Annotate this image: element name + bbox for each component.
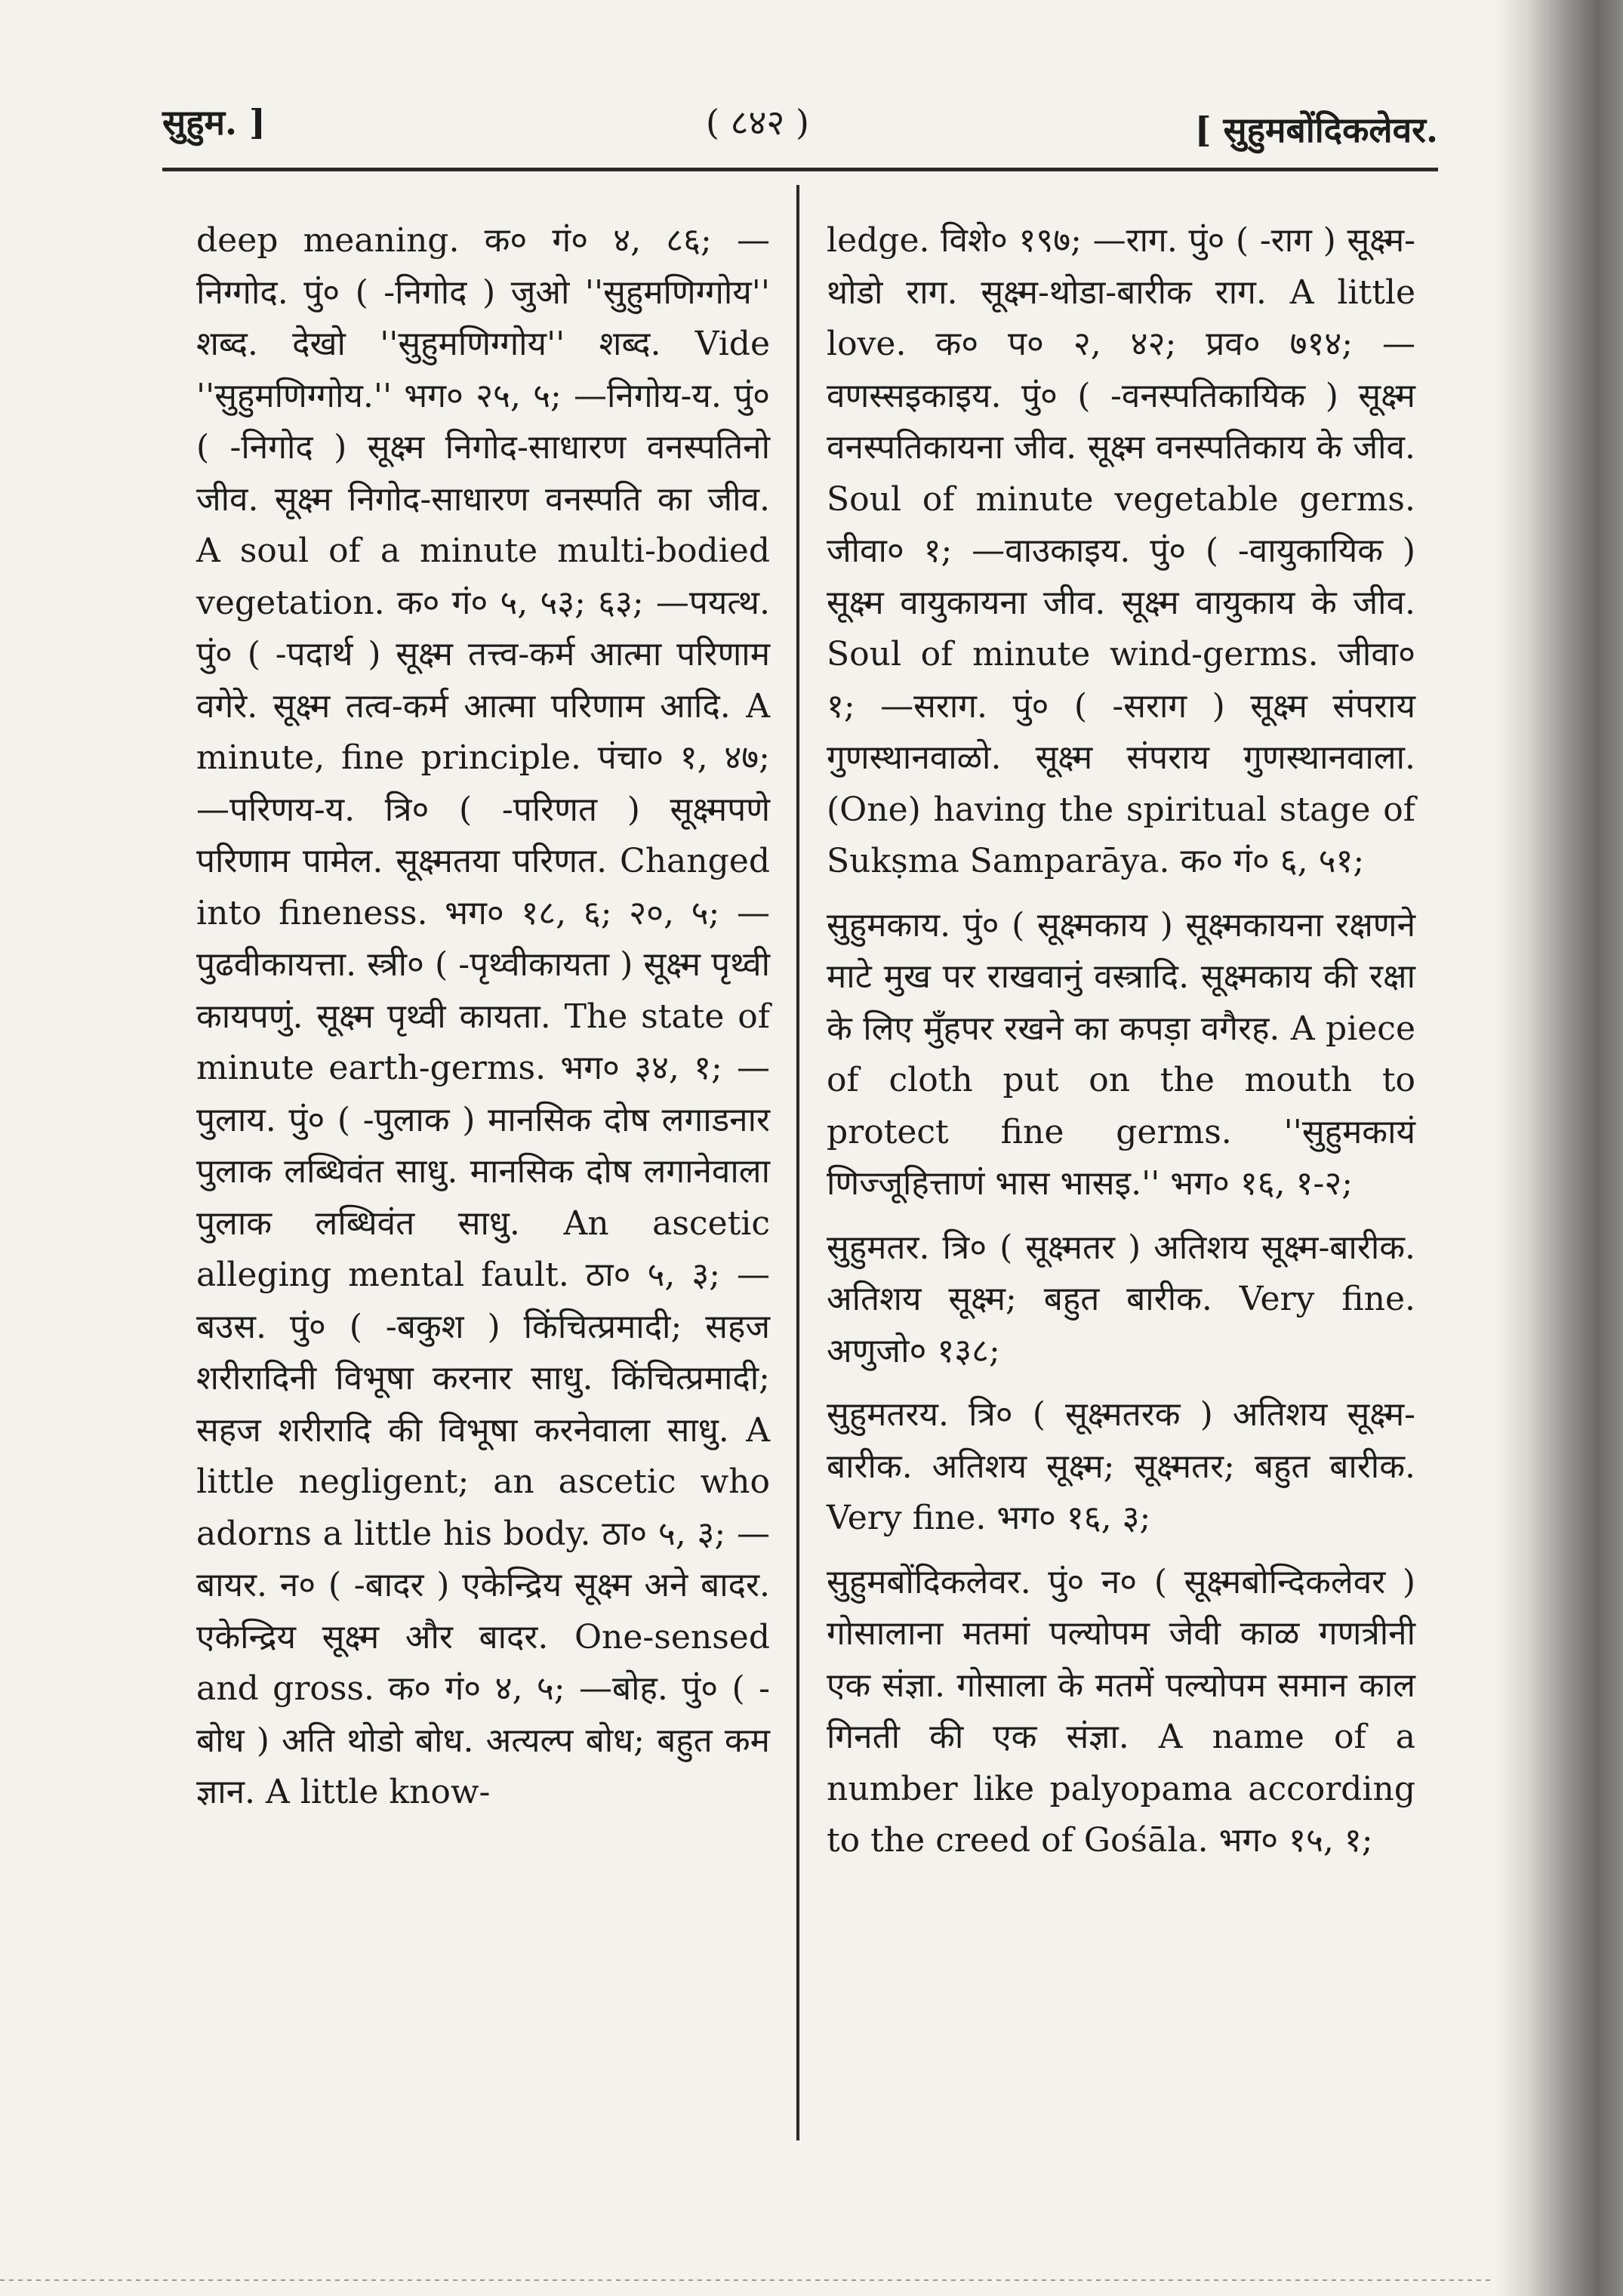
dictionary-entry: deep meaning. क० गं० ४, ८६; —निग्गोद. पुं० ( -निगोद ) जुओ ''सुहुमणिग्गोय'' शब्द. देखो ''सुहुमणिग्गोय'' शब्द. Vide ''सुहुमणिग्गोय.'' भग० २५, ५; —निगोय-य. पुं० ( -निगोद ) सूक्ष्म निगोद-साधारण वनस्पतिनो जीव. सूक्ष्म निगोद-साधारण वनस्पति का जीव. A soul of a minute multi-bodied vegetation. क० गं० ५, ५३; ६३; —पयत्थ. पुं० ( -पदार्थ ) सूक्ष्म तत्त्व-कर्म आत्मा परिणाम वगेरे. सूक्ष्म तत्व-कर्म आत्मा परिणाम आदि. A minute, fine principle. पंचा० १, ४७; —परिणय-य. त्रि० ( -परिणत ) सूक्ष्मपणे परिणाम पामेल. सूक्ष्मतया परिणत. Changed into fineness. भग० १८, ६; २०, ५; —पुढवीकायत्ता. स्त्री० ( -पृथ्वीकायता ) सूक्ष्म पृथ्वी कायपणुं. सूक्ष्म पृथ्वी कायता. The state of minute earth-germs. भग० ३४, १; —पुलाय. पुं० ( -पुलाक ) मानसिक दोष लगाडनार पुलाक लब्धिवंत साधु. मानसिक दोष लगानेवाला पुलाक लब्धिवंत साधु. An ascetic alleging mental fault. ठा० ५, ३; —बउस. पुं० ( -बकुश ) किंचित्प्रमादी; सहज शरीरादिनी विभूषा करनार साधु. किंचित्प्रमादी; सहज शरीरादि की विभूषा करनेवाला साधु. A little negligent; an ascetic who adorns a little his body. ठा० ५, ३; —बायर. न० ( -बादर ) एकेन्द्रिय सूक्ष्म अने बादर. एकेन्द्रिय सूक्ष्म और बादर. One-sensed and gross. क० गं० ४, ५; —बोह. पुं० ( -बोध ) अति थोडो बोध. अत्यल्प बोध; बहुत कम ज्ञान. A little know- — [196, 221, 770, 1811]
dictionary-entry: सुहुमतरय. त्रि० ( सूक्ष्मतरक ) अतिशय सूक्ष्म-बारीक. अतिशय सूक्ष्म; सूक्ष्मतर; बहुत बारीक. Very fine. भग० १६, ३; — [827, 1395, 1415, 1537]
page-number: ( ८४२ ) — [706, 102, 809, 143]
dictionary-entry: ledge. विशे० १९७; —राग. पुं० ( -राग ) सूक्ष्म-थोडो राग. सूक्ष्म-थोडा-बारीक राग. A little love. क० प० २, ४२; प्रव० ७१४; —वणस्सइकाइय. पुं० ( -वनस्पतिकायिक ) सूक्ष्म वनस्पतिकायना जीव. सूक्ष्म वनस्पतिकाय के जीव. Soul of minute vegetable germs. जीवा० १; —वाउकाइय. पुं० ( -वायुकायिक ) सूक्ष्म वायुकायना जीव. सूक्ष्म वायुकाय के जीव. Soul of minute wind-germs. जीवा० १; —सराग. पुं० ( -सराग ) सूक्ष्म संपराय गुणस्थानवाळो. सूक्ष्म संपराय गुणस्थानवाला. (One) having the spiritual stage of Sukṣma Samparāya. क० गं० ६, ५१; — [827, 221, 1415, 880]
header-rule — [162, 168, 1438, 171]
left-column — [196, 215, 770, 1831]
scan-bottom-edge — [0, 2279, 1495, 2281]
header-right-guide-word: [ सुहुमबोंदिकलेवर. — [1194, 109, 1438, 150]
dictionary-entry: सुहुमकाय. पुं० ( सूक्ष्मकाय ) सूक्ष्मकायना रक्षणने माटे मुख पर राखवानुं वस्त्रादि. सूक्ष्मकाय की रक्षा के लिए मुँहपर रखने का कपड़ा वगैरह. A piece of cloth put on the mouth to protect fine germs. ''सुहुमकायं णिज्जूहित्ताणं भास भासइ.'' भग० १६, १-२; — [827, 905, 1415, 1203]
column-divider — [796, 185, 799, 2140]
dictionary-entry: सुहुमतर. त्रि० ( सूक्ष्मतर ) अतिशय सूक्ष्म-बारीक. अतिशय सूक्ष्म; बहुत बारीक. Very fine. अणुजो० १३८; — [827, 1228, 1415, 1370]
page-header — [162, 91, 1438, 166]
dictionary-entry: सुहुमबोंदिकलेवर. पुं० न० ( सूक्ष्मबोन्दिकलेवर ) गोसालाना मतमां पल्योपम जेवी काळ गणत्रीनी एक संज्ञा. गोसाला के मतमें पल्योपम समान काल गिनती की एक संज्ञा. A name of a number like palyopama according to the creed of Gośāla. भग० १५, १; — [827, 1562, 1415, 1860]
header-left-guide-word: सुहुम. ] — [162, 102, 266, 143]
scan-edge-shadow — [1495, 0, 1623, 2296]
right-column — [827, 215, 1415, 1879]
